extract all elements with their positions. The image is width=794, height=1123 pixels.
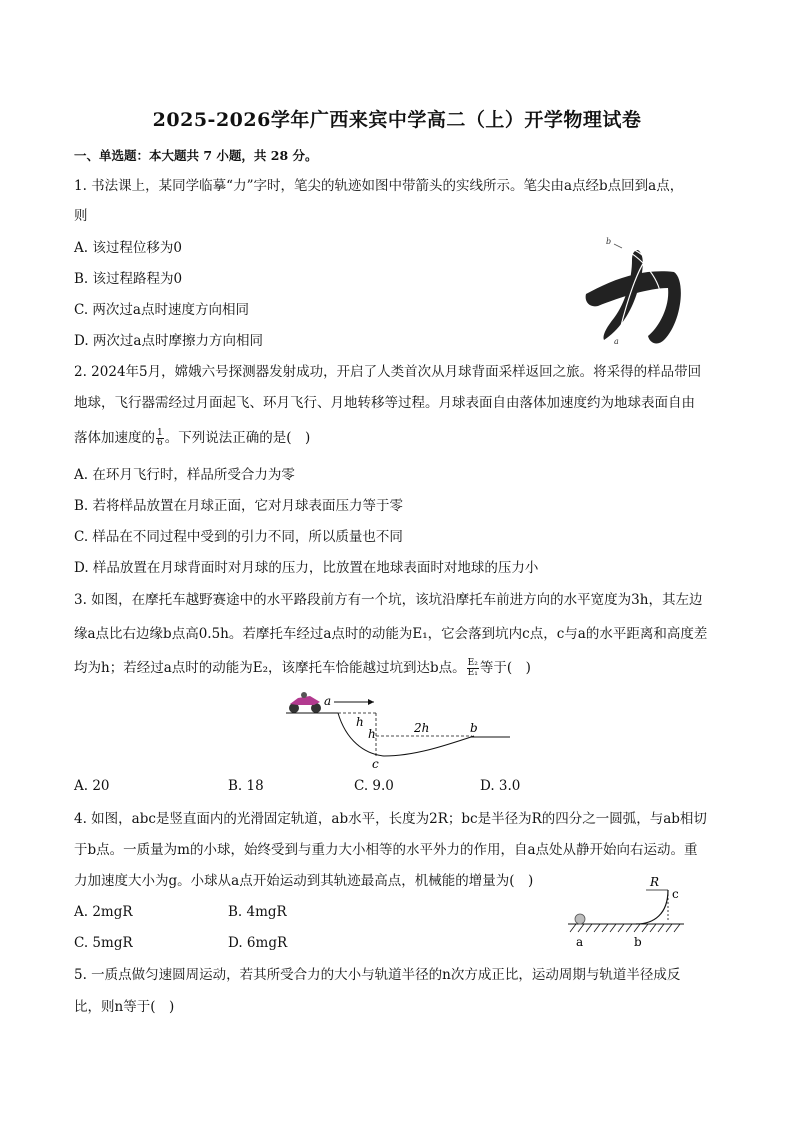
q5-line-1: 5. 一质点做匀速圆周运动，若其所受合力的大小与轨道半径的n次方成正比，运动周期与轨道半径成反 <box>74 967 681 983</box>
q1-option-c: C. 两次过a点时速度方向相同 <box>74 302 249 318</box>
q4-figure-track <box>564 872 688 950</box>
section-heading: 一、单选题：本大题共 7 小题，共 28 分。 <box>74 148 318 163</box>
q5-line-2: 比，则n等于( ) <box>74 999 175 1015</box>
q4-fig-label-b: b <box>634 935 642 949</box>
q4-fig-label-c: c <box>672 887 679 901</box>
q4-option-a: A. 2mgR <box>74 904 133 920</box>
q1-figure-li-character <box>578 232 690 350</box>
q3-option-a: A. 20 <box>74 778 110 794</box>
q4-option-b: B. 4mgR <box>228 904 287 920</box>
q2-frac-num: 1 <box>157 428 163 438</box>
q1-line-2: 则 <box>74 208 88 224</box>
q2-option-d: D. 样品放置在月球背面时对月球的压力，比放置在地球表面时对地球的压力小 <box>74 560 539 576</box>
q3-option-d: D. 3.0 <box>480 778 521 794</box>
q2-line-3-pre: 落体加速度的 <box>74 430 155 446</box>
q2-line-2: 地球，飞行器需经过月面起飞、环月飞行、月地转移等过程。月球表面自由落体加速度约为地球表面自由 <box>74 395 695 411</box>
q3-frac-den: E₁ <box>467 668 478 678</box>
motorbike-icon <box>289 692 321 713</box>
q2-option-c: C. 样品在不同过程中受到的引力不同，所以质量也不同 <box>74 529 403 545</box>
q3-fraction <box>467 659 479 678</box>
q4-line-1: 4. 如图，abc是竖直面内的光滑固定轨道，ab水平，长度为2R；bc是半径为R的四分之一圆弧，与ab相切 <box>74 811 707 827</box>
q1-fig-label-b: b <box>606 237 612 246</box>
q3-option-b: B. 18 <box>228 778 264 794</box>
q4-fig-label-R: R <box>650 875 660 889</box>
q3-line-1: 3. 如图，在摩托车越野赛途中的水平路段前方有一个坑，该坑沿摩托车前进方向的水平宽度为3h，其左边 <box>74 592 703 608</box>
q4-option-d: D. 6mgR <box>228 935 288 951</box>
q3-fig-label-b: b <box>470 721 478 735</box>
q3-fig-label-h1: h <box>356 715 364 729</box>
q3-option-c: C. 9.0 <box>354 778 394 794</box>
ball-icon <box>575 914 585 924</box>
q2-option-b: B. 若将样品放置在月球正面，它对月球表面压力等于零 <box>74 498 404 514</box>
q3-line-3-post: 等于( ) <box>479 660 531 676</box>
q3-line-3-pre: 均为h；若经过a点时的动能为E₂，该摩托车恰能越过坑到达b点。 <box>74 660 466 676</box>
q3-fig-label-c: c <box>372 757 379 771</box>
q3-fig-label-a: a <box>324 694 332 708</box>
q3-frac-num: E₂ <box>467 658 478 668</box>
q4-fig-label-a: a <box>576 935 584 949</box>
q2-frac-den: 6 <box>157 438 163 448</box>
q1-option-a: A. 该过程位移为0 <box>74 240 182 256</box>
q4-option-c: C. 5mgR <box>74 935 133 951</box>
q3-fig-label-2h: 2h <box>414 721 430 735</box>
q2-line-3-post: 。下列说法正确的是( ) <box>164 430 311 446</box>
exam-title: 2025-2026学年广西来宾中学高二（上）开学物理试卷 <box>152 109 642 131</box>
q4-line-2: 于b点。一质量为m的小球，始终受到与重力大小相等的水平外力的作用，自a点处从静开始向右运动。重 <box>74 842 698 858</box>
q1-fig-label-a: a <box>614 337 619 346</box>
q3-fig-label-h2: h <box>368 727 376 741</box>
q2-line-1: 2. 2024年5月，嫦娥六号探测器发射成功，开启了人类首次从月球背面采样返回之旅。将采得的样品带回 <box>74 364 702 380</box>
q1-option-b: B. 该过程路程为0 <box>74 271 183 287</box>
q3-line-2: 缘a点比右边缘b点高0.5h。若摩托车经过a点时的动能为E₁，它会落到坑内c点，c与a的水平距离和高度差 <box>74 626 708 642</box>
q2-option-a: A. 在环月飞行时，样品所受合力为零 <box>74 467 295 483</box>
q3-line-3 <box>74 658 531 678</box>
q2-fraction <box>156 429 164 448</box>
q1-line-1: 1. 书法课上，某同学临摹“力”字时，笔尖的轨迹如图中带箭头的实线所示。笔尖由a点经b点回到a点， <box>74 178 684 194</box>
q1-option-d: D. 两次过a点时摩擦力方向相同 <box>74 333 263 349</box>
q4-line-3: 力加速度大小为g。小球从a点开始运动到其轨迹最高点，机械能的增量为( ) <box>74 873 534 889</box>
q2-line-3 <box>74 428 310 448</box>
q3-figure-pit <box>284 690 514 772</box>
